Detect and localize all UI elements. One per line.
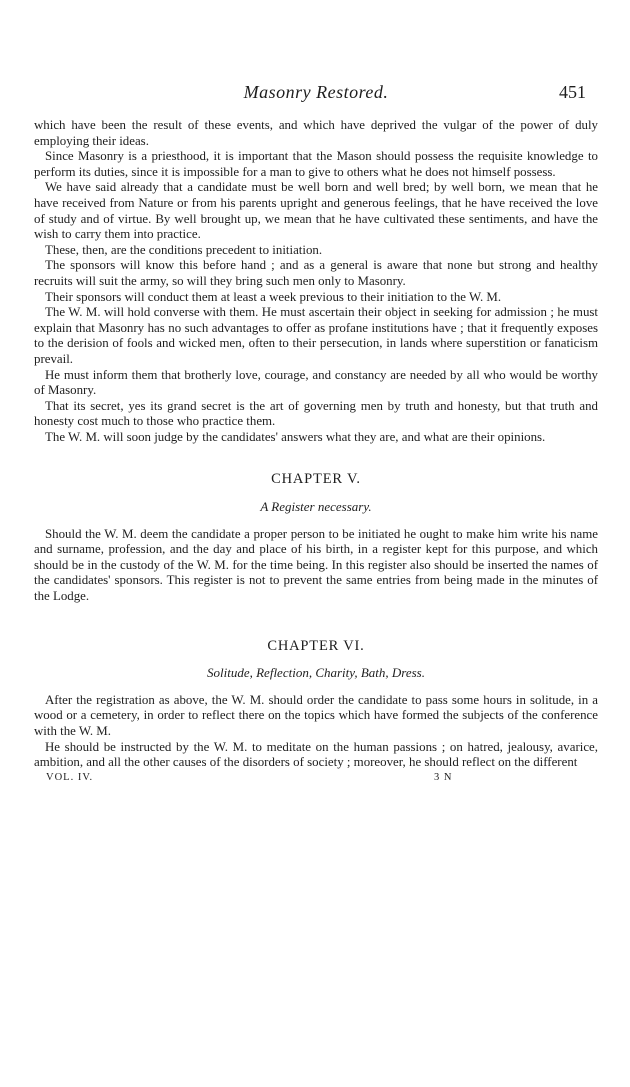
body-text (34, 118, 598, 771)
page-footer (34, 772, 598, 788)
paragraph: That its secret, yes its grand secret is the art of governing men by truth and honesty, but that truth and honesty cost much to those who practice them. (34, 398, 598, 429)
page-number: 451 (559, 82, 586, 102)
paragraph: The W. M. will soon judge by the candidates' answers what they are, and what are their opinions. (45, 429, 546, 444)
chapter-heading: CHAPTER VI. (267, 637, 365, 654)
paragraph: The W. M. will hold converse with them. He must ascertain their object in seeking for admission ; he must explain that Masonry has no such advantages to offer as profane institutions have ; that it frequently exposes to the derision of fools and wicked men, often to their persecution, in lands where superstition or fanaticism prevail. (34, 305, 598, 366)
chapter-subtitle: A Register necessary. (260, 499, 372, 515)
chapter-heading: CHAPTER V. (271, 471, 361, 488)
chapter-subtitle: Solitude, Reflection, Charity, Bath, Dress. (207, 665, 425, 681)
signature-mark: 3 N (434, 771, 453, 783)
running-title: Masonry Restored. (243, 82, 389, 102)
paragraph: After the registration as above, the W. M. should order the candidate to pass some hours in solitude, in a wood or a cemetery, in order to reflect there on the topics which have formed the subjects of the conference with the W. M. (34, 692, 598, 738)
volume-mark: VOL. IV. (46, 771, 94, 783)
paragraph: We have said already that a candidate must be well born and well bred; by well born, we mean that he have received from Nature or from his parents upright and generous feelings, that he have received the love of study and of virtue. By well brought up, we mean that he have cultivated these sentiments, and have the wish to carry them into practice. (34, 180, 598, 242)
paragraph: Since Masonry is a priesthood, it is important that the Mason should possess the requisite knowledge to perform its duties, since it is impossible for a man to give to others what he does not himself possess. (34, 149, 598, 179)
paragraph: The sponsors will know this before hand ; and as a general is aware that none but strong and healthy recruits will suit the army, so will they bring such men only to Masonry. (34, 258, 598, 288)
paragraph: Their sponsors will conduct them at least a week previous to their initiation to the W. M. (45, 289, 502, 304)
paragraph: He must inform them that brotherly love, courage, and constancy are needed by all who would be worthy of Masonry. (34, 367, 598, 398)
paragraph: He should be instructed by the W. M. to meditate on the human passions ; on hatred, jealousy, avarice, ambition, and all the other causes of the disorders of society ; moreover, he should reflect on the different (34, 739, 598, 770)
paragraph: which have been the result of these events, and which have deprived the vulgar of the power of duly employing their ideas. (34, 118, 598, 148)
paragraph: Should the W. M. deem the candidate a proper person to be initiated he ought to make him write his name and surname, profession, and the day and place of his birth, in a register kept for this purpose, and which should be in the custody of the W. M. for the time being. In this register also should be inserted the names of the candidates' sponsors. This register is not to prevent the same entries from being made in the minutes of the Lodge. (34, 526, 598, 604)
running-head (34, 82, 598, 108)
paragraph: These, then, are the conditions precedent to initiation. (45, 242, 323, 257)
